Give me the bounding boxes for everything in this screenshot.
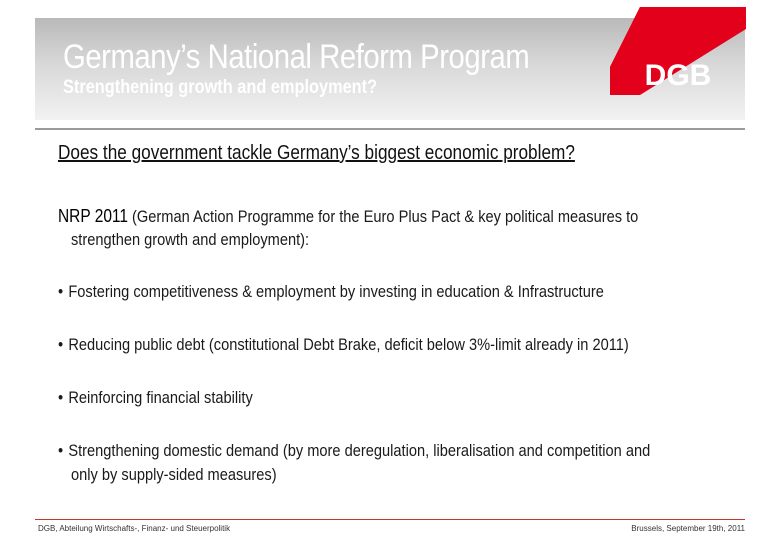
bullet-text: Reinforcing financial stability [68,388,253,407]
bullet-text: Reducing public debt (constitutional Debt Brake, deficit below 3%-limit already in 2011) [68,335,629,354]
intro-line2: strengthen growth and employment): [71,230,310,249]
bullet-icon: • [58,388,64,407]
footer-divider [35,519,745,520]
slide-question: Does the government tackle Germany’s biggest economic problem? [58,142,575,164]
bullet-text: Fostering competitiveness & employment by investing in education & Infrastructure [68,282,604,301]
bullet-icon: • [58,441,64,460]
page-title: Germany’s National Reform Program [63,38,530,76]
logo-text: DGB [644,59,712,92]
intro-lead: NRP 2011 [58,206,128,226]
bullet-icon: • [58,282,64,301]
bullet-item [58,280,604,304]
page-subtitle: Strengthening growth and employment? [63,77,378,98]
dgb-logo [610,7,746,95]
bullet-item [58,439,650,463]
intro-paragraph [58,204,677,229]
bullet-item [58,333,629,357]
footer-department: DGB, Abteilung Wirtschafts-, Finanz- und Steuerpolitik [38,524,231,533]
header-divider [35,128,745,130]
footer-date: Brussels, September 19th, 2011 [631,524,745,533]
bullet-continuation: only by supply-sided measures) [71,465,277,484]
bullet-text: Strengthening domestic demand (by more deregulation, liberalisation and competition and [68,441,651,460]
intro-line1: (German Action Programme for the Euro Plus Pact & key political measures to [127,207,639,226]
bullet-item [58,386,253,410]
bullet-icon: • [58,335,64,354]
